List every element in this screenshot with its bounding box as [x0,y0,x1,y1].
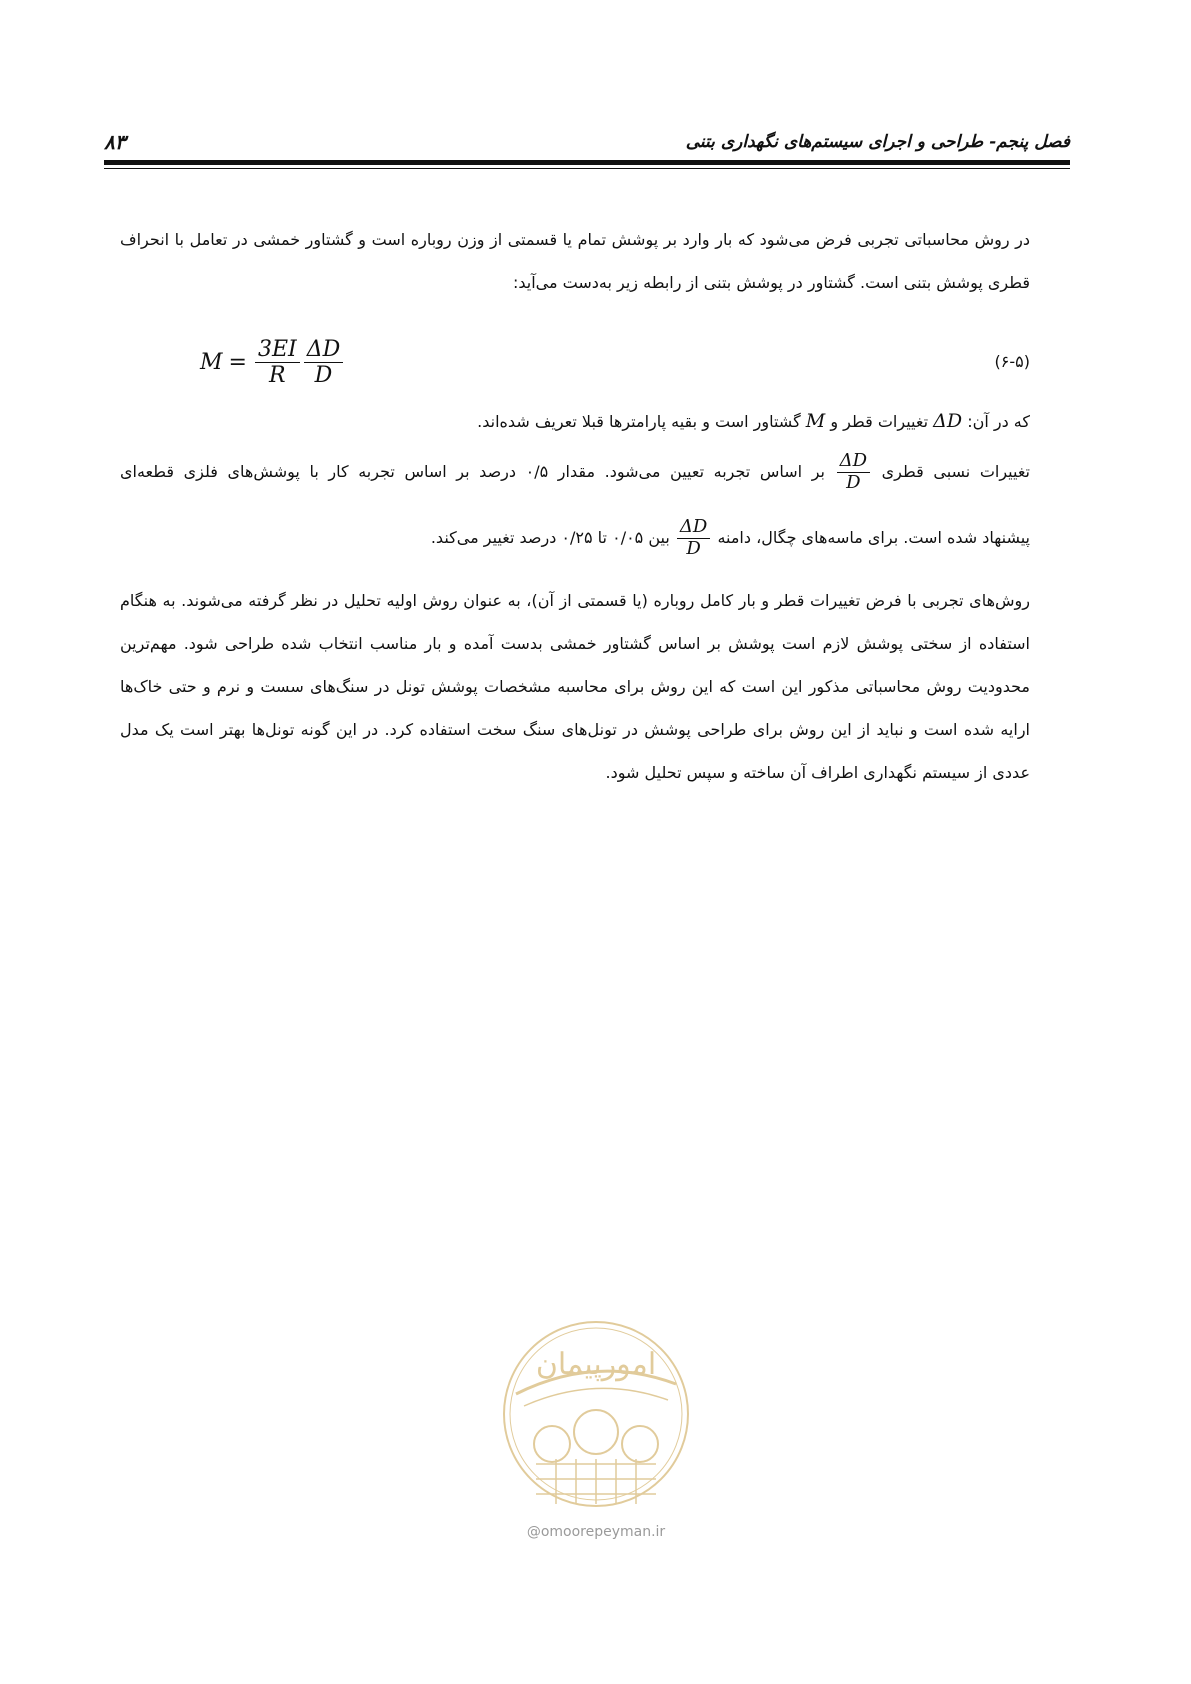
page-number: ۸۳ [104,130,126,154]
moment-equation [200,338,345,387]
eq-frac1-denominator: R [269,363,286,389]
rel-text-1: تغییرات نسبی قطری [881,461,1031,481]
eq-frac2-denominator: D [314,363,333,389]
def-text-2: تغییرات قطر و [830,412,929,431]
eq-fraction-stiffness [255,338,300,387]
header-rule-thin [104,168,1070,169]
rel-fraction [837,452,870,493]
def-text-3: گشتاور است و بقیه پارامترها قبلا تعریف شده‌اند. [477,412,801,431]
def-symbol-delta-d: ΔD [933,410,963,432]
eq-frac2-numerator: ΔD [304,338,344,363]
watermark-url: @omoorepeyman.ir [526,1524,666,1540]
equation-number: (۶-۵) [994,352,1030,371]
eq-fraction-deformation [304,338,344,387]
watermark-logo-icon [496,1314,696,1514]
sand-text-2: بین ۰/۰۵ تا ۰/۲۵ درصد تغییر می‌کند. [430,527,670,547]
eq-frac1-numerator: 3EI [255,338,300,363]
def-symbol-m: M [805,410,826,432]
relative-change-line [120,452,1030,493]
rel-frac-numerator: ΔD [837,452,870,473]
watermark-logo-text: امورپیمان [535,1347,657,1382]
eq-equals: = [228,350,247,376]
rel-frac-denominator: D [846,471,861,493]
dense-sand-line [120,518,1030,559]
sand-frac-denominator: D [686,537,701,559]
sand-text-1: پیشنهاد شده است. برای ماسه‌های چگال، دامنه [717,527,1030,547]
definition-line [120,410,1030,432]
def-text-1: که در آن: [967,412,1030,431]
rel-text-2: بر اساس تجربه تعیین می‌شود. مقدار ۰/۵ درصد بر اساس تجربه کار با پوشش‌های فلزی قطعه‌ای [120,461,825,481]
header-rule-thick [104,160,1070,165]
sand-frac-numerator: ΔD [677,518,710,539]
paragraph-limitations: روش‌های تجربی با فرض تغییرات قطر و بار کامل روباره (یا قسمتی از آن)، به عنوان روش اولیه تحلیل در نظر گرفته می‌شوند. به هنگام استفاده از سختی پوشش لازم است پوشش بر اساس گشتاور خمشی بدست آمده و بار مناسب انتخاب شده طراحی شود. مهم‌ترین محدودیت روش محاسباتی مذکور این است که این روش برای محاسبه مشخصات پوشش تونل در سنگ‌های سست و نرم و حتی خاک‌ها ارایه شده است و نباید از این روش برای طراحی پوشش در تونل‌های سنگ سخت استفاده کرد. در این گونه تونل‌ها بهتر است یک مدل عددی از سیستم نگهداری اطراف آن ساخته و سپس تحلیل شود. [120,591,1030,782]
eq-lhs: M [200,350,223,376]
equation-block [120,338,1030,398]
sand-fraction [677,518,710,559]
paragraph-intro: در روش محاسباتی تجربی فرض می‌شود که بار وارد بر پوشش تمام یا قسمتی از وزن روباره است و گشتاور خمشی در تعامل با انحراف قطری پوشش بتنی است. گشتاور در پوشش بتنی از رابطه زیر به‌دست می‌آید: [120,230,1030,292]
chapter-title: فصل پنجم- طراحی و اجرای سیستم‌های نگهداری بتنی [685,132,1070,152]
